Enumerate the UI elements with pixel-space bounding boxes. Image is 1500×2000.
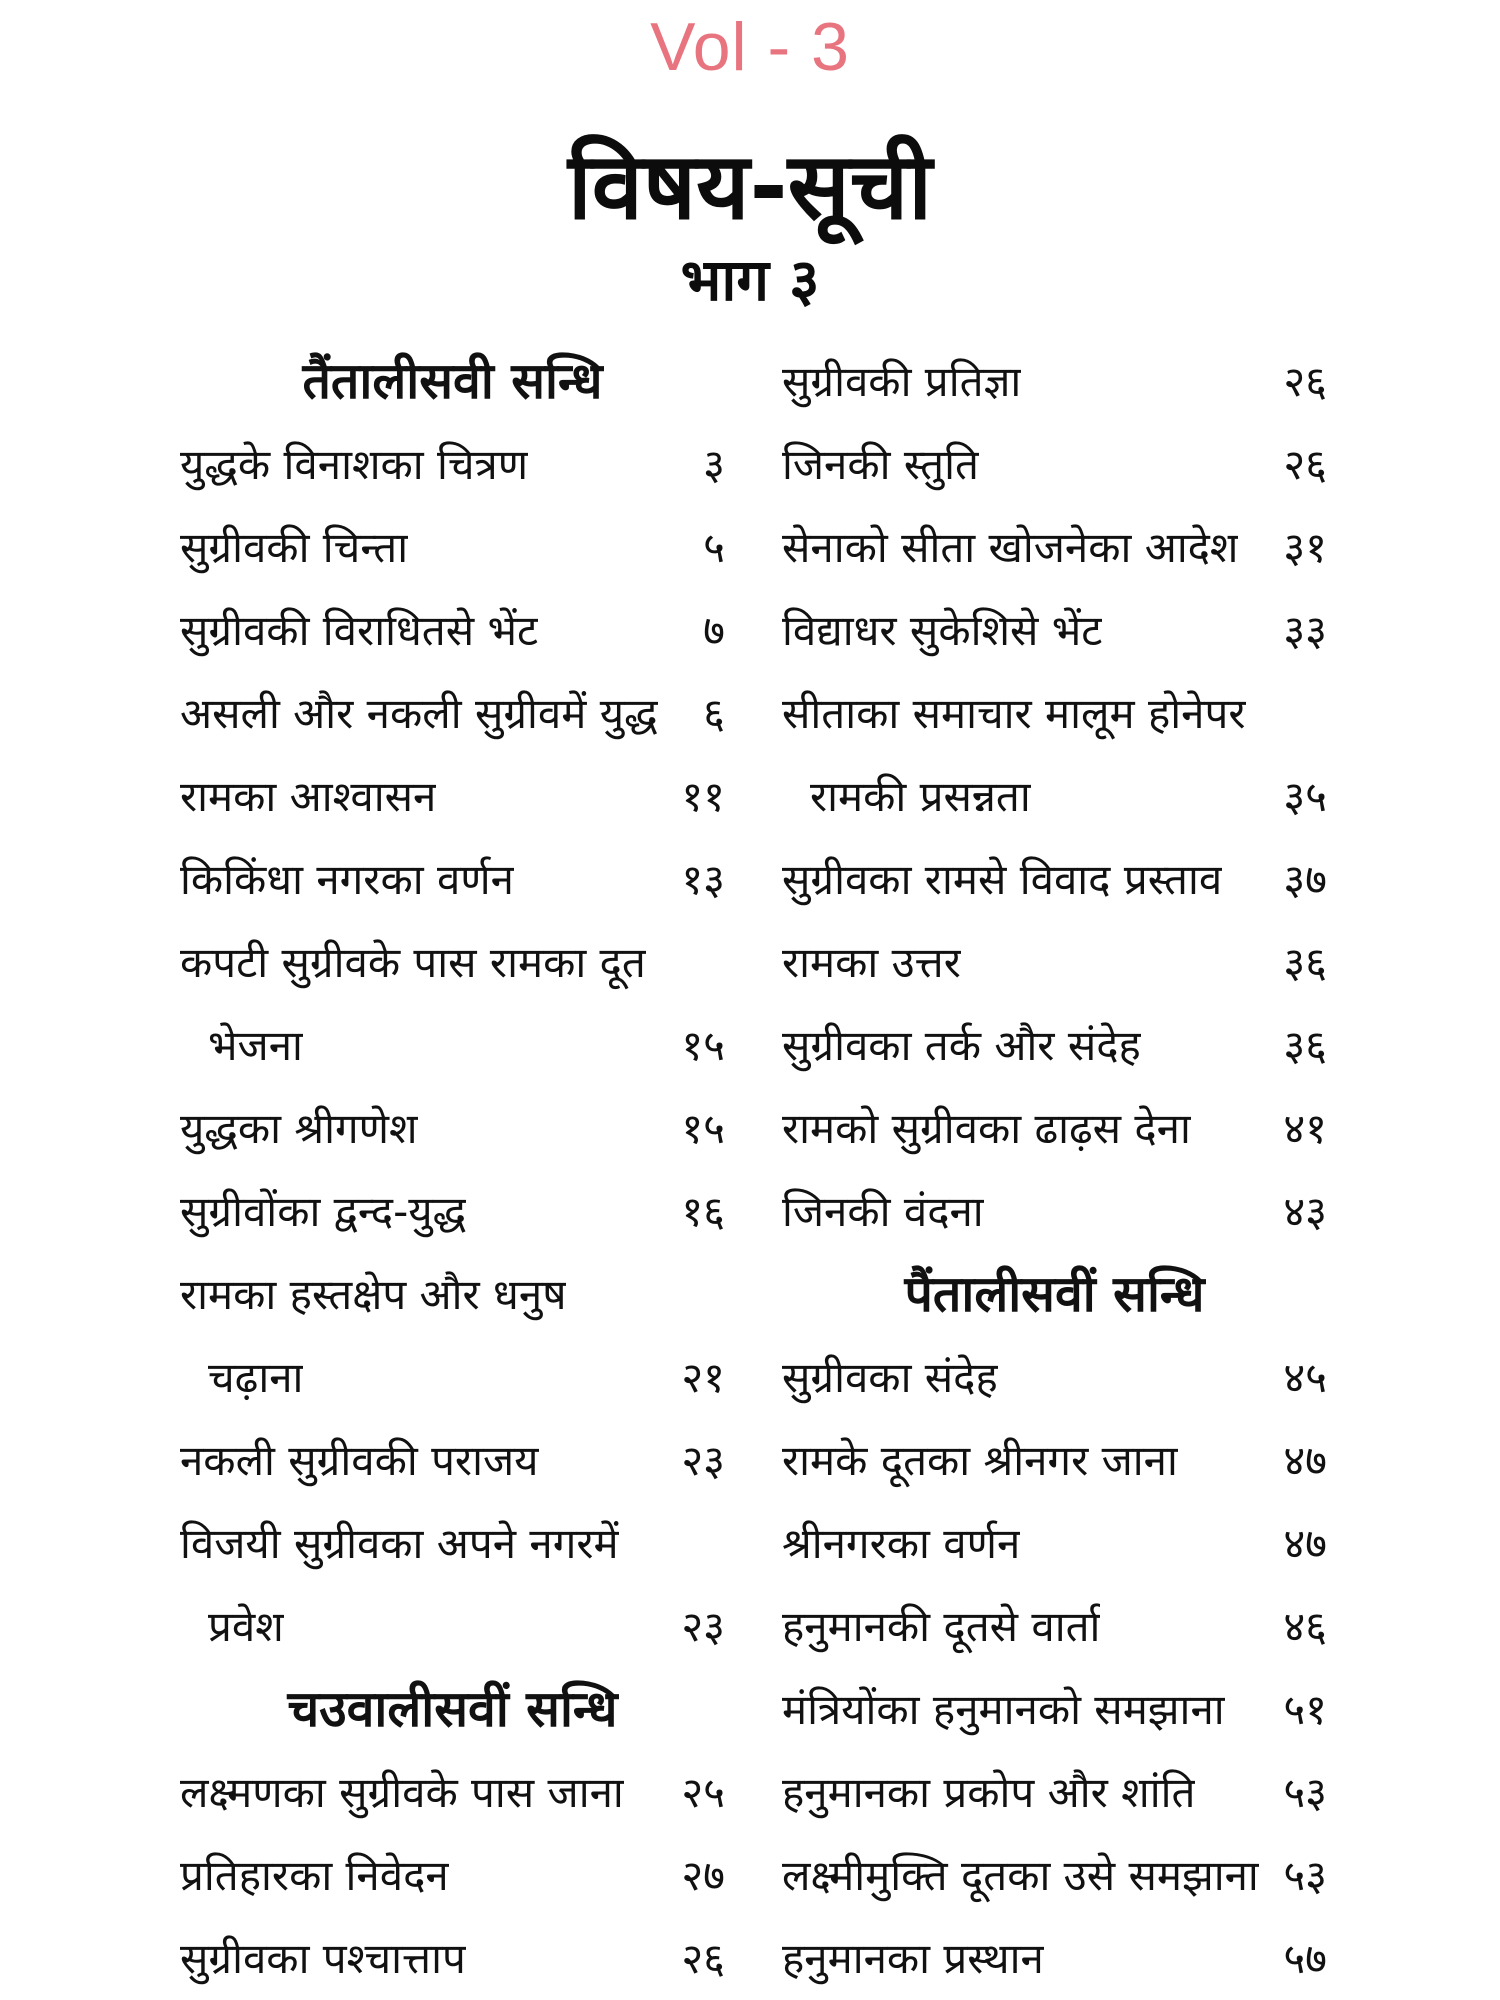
entry-title: सेनाको सीता खोजनेका आदेश (782, 523, 1239, 572)
toc-entry (180, 1751, 725, 1834)
entry-title: हनुमानकी दूतसे वार्ता (782, 1602, 1101, 1651)
entry-title: सुग्रीवोंका द्वन्द-युद्ध (180, 1187, 467, 1236)
entry-page: ४७ (1283, 1519, 1327, 1568)
toc-entry (180, 1502, 725, 1585)
entry-page: ५७ (1283, 1934, 1327, 1983)
entry-title: सुग्रीवका रामसे विवाद प्रस्ताव (782, 855, 1223, 904)
entry-title: लक्ष्मणका सुग्रीवके पास जाना (180, 1768, 624, 1817)
toc-entry-continuation (782, 755, 1327, 838)
toc-entry (180, 1253, 725, 1336)
entry-title: रामका आश्वासन (180, 772, 437, 821)
toc-entry (782, 1585, 1327, 1668)
page-subtitle: भाग ३ (680, 246, 820, 314)
toc-entry (180, 672, 725, 755)
entry-page: २६ (681, 1934, 725, 1983)
entry-title: श्रीनगरका वर्णन (782, 1519, 1021, 1568)
entry-page: ३५ (1283, 772, 1327, 821)
entry-page: ३७ (1283, 855, 1327, 904)
section-heading: तैंतालीसवी सन्धि (302, 352, 603, 410)
entry-title: नकली सुग्रीवकी पराजय (180, 1436, 539, 1485)
entry-title-continued: रामकी प्रसन्नता (810, 772, 1031, 821)
entry-title: प्रतिहारका निवेदन (180, 1851, 449, 1900)
page-title: विषय-सूची (567, 133, 933, 240)
entry-page: २७ (681, 1851, 725, 1900)
entry-title: सीताका समाचार मालूम होनेपर (782, 689, 1246, 738)
entry-page: ७ (703, 606, 725, 655)
toc-entry (782, 423, 1327, 506)
entry-page: ५३ (1283, 1851, 1327, 1900)
toc-entry (180, 423, 725, 506)
entry-title: जिनकी वंदना (782, 1187, 984, 1236)
entry-page: २६ (1283, 357, 1327, 406)
entry-page: ६ (703, 689, 725, 738)
toc-entry (180, 1170, 725, 1253)
toc-entry (782, 838, 1327, 921)
toc-entry (782, 1668, 1327, 1751)
entry-page: २१ (681, 1353, 725, 1402)
section-heading: पैंतालीसवीं सन्धि (904, 1265, 1205, 1323)
entry-page: १३ (681, 855, 725, 904)
entry-title: हनुमानका प्रस्थान (782, 1934, 1044, 1983)
entry-title: युद्धका श्रीगणेश (180, 1104, 418, 1153)
entry-title: रामको सुग्रीवका ढाढ़स देना (782, 1104, 1191, 1153)
entry-title: कपटी सुग्रीवके पास रामका दूत (180, 938, 646, 987)
entry-page: २६ (1283, 440, 1327, 489)
toc-entry (782, 672, 1327, 755)
entry-title: असली और नकली सुग्रीवमें युद्ध (180, 689, 658, 738)
toc-entry (782, 1170, 1327, 1253)
toc-entry (782, 506, 1327, 589)
entry-page: ३ (703, 440, 725, 489)
entry-page: १५ (681, 1104, 725, 1153)
toc-entry (782, 1419, 1327, 1502)
entry-title: सुग्रीवका पश्चात्ताप (180, 1934, 466, 1983)
entry-title: लक्ष्मीमुक्ति दूतका उसे समझाना (782, 1851, 1259, 1900)
entry-page: ५ (703, 523, 725, 572)
toc-entry-continuation (180, 1585, 725, 1668)
entry-page: ३१ (1283, 523, 1327, 572)
entry-title: मंत्रियोंका हनुमानको समझाना (782, 1685, 1225, 1734)
entry-title-continued: चढ़ाना (208, 1353, 304, 1402)
toc-entry (782, 1917, 1327, 2000)
entry-title: युद्धके विनाशका चित्रण (180, 440, 529, 489)
entry-page: १५ (681, 1021, 725, 1070)
toc-entry (180, 1834, 725, 1917)
toc-entry (180, 1917, 725, 2000)
entry-page: १६ (681, 1187, 725, 1236)
entry-title: रामका उत्तर (782, 938, 961, 987)
entry-page: ४५ (1283, 1353, 1327, 1402)
entry-title: विजयी सुग्रीवका अपने नगरमें (180, 1519, 619, 1568)
entry-page: २३ (681, 1436, 725, 1485)
entry-title: सुग्रीवका तर्क और संदेह (782, 1021, 1141, 1070)
entry-page: ४६ (1283, 1602, 1327, 1651)
toc-left-column (180, 340, 725, 2000)
entry-page: ३६ (1283, 938, 1327, 987)
entry-page: ११ (681, 772, 725, 821)
volume-label: Vol - 3 (650, 9, 850, 85)
entry-title: सुग्रीवकी विराधितसे भेंट (180, 606, 539, 655)
toc-right-column (782, 340, 1327, 2000)
entry-title: किकिंधा नगरका वर्णन (180, 855, 514, 904)
toc-entry (180, 589, 725, 672)
entry-page: ४३ (1283, 1187, 1327, 1236)
toc-entry (782, 1751, 1327, 1834)
entry-title: सुग्रीवकी चिन्ता (180, 523, 409, 572)
entry-title: सुग्रीवकी प्रतिज्ञा (782, 357, 1022, 406)
toc-entry-continuation (180, 1004, 725, 1087)
entry-page: ५३ (1283, 1768, 1327, 1817)
entry-page: ३३ (1283, 606, 1327, 655)
entry-page: ४१ (1283, 1104, 1327, 1153)
entry-title: जिनकी स्तुति (782, 440, 979, 489)
toc-entry (782, 1004, 1327, 1087)
toc-entry (782, 589, 1327, 672)
entry-page: ५१ (1283, 1685, 1327, 1734)
entry-page: २३ (681, 1602, 725, 1651)
toc-entry (180, 506, 725, 589)
entry-page: २५ (681, 1768, 725, 1817)
toc-entry (180, 921, 725, 1004)
toc-entry (782, 340, 1327, 423)
entry-title: विद्याधर सुकेशिसे भेंट (782, 606, 1103, 655)
toc-entry (782, 1087, 1327, 1170)
toc-entry (180, 838, 725, 921)
toc-entry (180, 1087, 725, 1170)
entry-page: ३६ (1283, 1021, 1327, 1070)
entry-page: ४७ (1283, 1436, 1327, 1485)
toc-entry (782, 1502, 1327, 1585)
entry-title: रामके दूतका श्रीनगर जाना (782, 1436, 1178, 1485)
entry-title: सुग्रीवका संदेह (782, 1353, 998, 1402)
entry-title: रामका हस्तक्षेप और धनुष (180, 1270, 567, 1319)
entry-title-continued: भेजना (208, 1021, 303, 1070)
toc-entry (180, 1419, 725, 1502)
section-heading: चउवालीसवीं सन्धि (287, 1680, 618, 1738)
toc-entry (180, 755, 725, 838)
toc-entry (782, 1834, 1327, 1917)
toc-entry (782, 1336, 1327, 1419)
entry-title: हनुमानका प्रकोप और शांति (782, 1768, 1196, 1817)
entry-title-continued: प्रवेश (208, 1602, 284, 1651)
toc-entry (782, 921, 1327, 1004)
toc-entry-continuation (180, 1336, 725, 1419)
